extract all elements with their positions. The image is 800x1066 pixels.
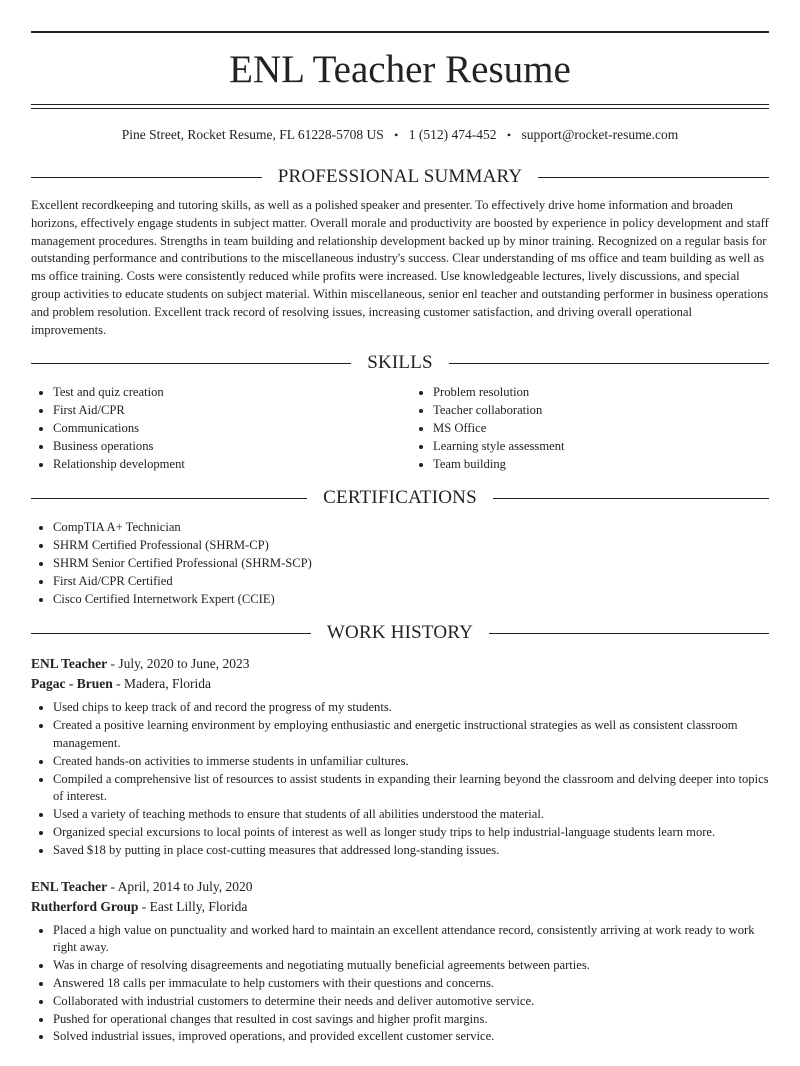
skills-list-right [411,384,769,473]
job-company: Pagac - Bruen [31,676,113,692]
job-title-line [31,654,769,674]
certification-item: • CompTIA A+ Technician [53,519,769,537]
section-header-summary [31,166,769,188]
job-entry [31,654,769,859]
section-rule [489,633,769,634]
job-bullet: • Answered 18 calls per immaculate to help customers with their questions and concerns. [53,975,769,993]
job-bullet: • Organized special excursions to local points of interest as well as longer study trips to help industrial-language students learn more. [53,824,769,842]
section-title-summary: PROFESSIONAL SUMMARY [277,166,523,187]
contact-phone: 1 (512) 474-452 [408,127,497,142]
section-header-skills [31,352,769,374]
skills-list-left [31,384,389,473]
job-dates: - July, 2020 to June, 2023 [107,656,250,672]
section-rule [449,363,769,364]
skill-item: • MS Office [433,420,769,438]
job-location: - Madera, Florida [112,676,211,692]
title-double-rule [31,104,769,109]
certifications-list [31,519,769,608]
contact-email: support@rocket-resume.com [521,127,679,142]
job-bullet: • Placed a high value on punctuality and worked hard to maintain an excellent attendance record, consistently arriving at work ready to work right away. [53,922,769,958]
job-company-line [31,674,769,694]
job-location: - East Lilly, Florida [138,898,248,914]
job-company: Rutherford Group [31,898,139,914]
section-header-certifications [31,487,769,509]
section-rule [31,498,307,499]
skill-item: • Test and quiz creation [53,384,389,402]
job-bullet: • Created hands-on activities to immerse students in unfamiliar cultures. [53,753,769,771]
section-title-certifications: CERTIFICATIONS [323,487,477,509]
contact-separator: • [394,128,399,142]
job-bullet: • Compiled a comprehensive list of resources to assist students in expanding their learning beyond the classroom and delving deeper into topics of interest. [53,771,769,807]
job-bullets [31,922,769,1047]
job-bullet: • Solved industrial issues, improved operations, and provided excellent customer service. [53,1028,769,1046]
section-rule [31,363,351,364]
contact-line [31,126,769,144]
job-entry [31,877,769,1047]
section-title-work-history: WORK HISTORY [326,622,474,644]
job-company-line [31,897,769,917]
certification-item: • First Aid/CPR Certified [53,573,769,591]
contact-address: Pine Street, Rocket Resume, FL 61228-5708 US [121,127,384,142]
section-rule [493,498,769,499]
resume-title: ENL Teacher Resume [229,48,571,91]
section-title-skills: SKILLS [367,352,433,374]
job-dates: - April, 2014 to July, 2020 [107,878,253,894]
section-header-work-history [31,622,769,644]
skill-item: • Learning style assessment [433,438,769,456]
job-bullet: • Used chips to keep track of and record the progress of my students. [53,699,769,717]
skill-item: • Problem resolution [433,384,769,402]
summary-text: Excellent recordkeeping and tutoring skills, as well as a polished speaker and presenter. To effectively drive home information and broaden horizons, effectively engage students in subject matter. Overall morale and productivity are boosted by experience in policy development and staff management procedures. Strengths in team building and relationship development backed up by minor training. Recognized on a regular basis for outstanding performance and contributions to the miscellaneous industry's success. Clear understanding of ms office and team building as well as ms office training. Costs were consistently reduced while profits were increased. Use knowledgeable lectures, lively discussions, and special group activities to educate students on subject material. Within miscellaneous, senior enl teacher and outstanding performer in business operations and problem resolution. Excellent track record of resolving issues, increasing customer satisfaction, and driving overall operational improvements. [31,198,769,337]
job-bullet: • Was in charge of resolving disagreements and negotiating mutually beneficial agreements between parties. [53,957,769,975]
top-rule [31,31,769,33]
job-bullet: • Used a variety of teaching methods to ensure that students of all abilities understood the material. [53,806,769,824]
contact-separator: • [506,128,512,142]
job-bullets [31,699,769,859]
job-title: ENL Teacher [31,878,108,894]
skill-item: • Business operations [53,438,389,456]
job-bullet: • Saved $18 by putting in place cost-cutting measures that addressed long-standing issues. [53,842,769,860]
skills-columns [31,384,769,473]
job-title: ENL Teacher [31,656,108,672]
section-rule [31,633,311,634]
skill-item: • First Aid/CPR [53,402,389,420]
certification-item: • SHRM Senior Certified Professional (SHRM-SCP) [53,555,769,573]
certification-item: • SHRM Certified Professional (SHRM-CP) [53,537,769,555]
job-bullet: • Created a positive learning environment by employing enthusiastic and energetic instructional strategies as well as consistent classroom management. [53,717,769,753]
resume-page [31,31,769,1046]
section-rule [538,177,769,178]
job-title-line [31,877,769,897]
job-bullet: • Collaborated with industrial customers to determine their needs and deliver automotive service. [53,993,769,1011]
skill-item: • Team building [433,456,769,474]
skill-item: • Teacher collaboration [433,402,769,420]
section-rule [31,177,262,178]
certification-item: • Cisco Certified Internetwork Expert (CCIE) [53,591,769,609]
skill-item: • Communications [53,420,389,438]
skill-item: • Relationship development [53,456,389,474]
job-bullet: • Pushed for operational changes that resulted in cost savings and higher profit margins. [53,1011,769,1029]
